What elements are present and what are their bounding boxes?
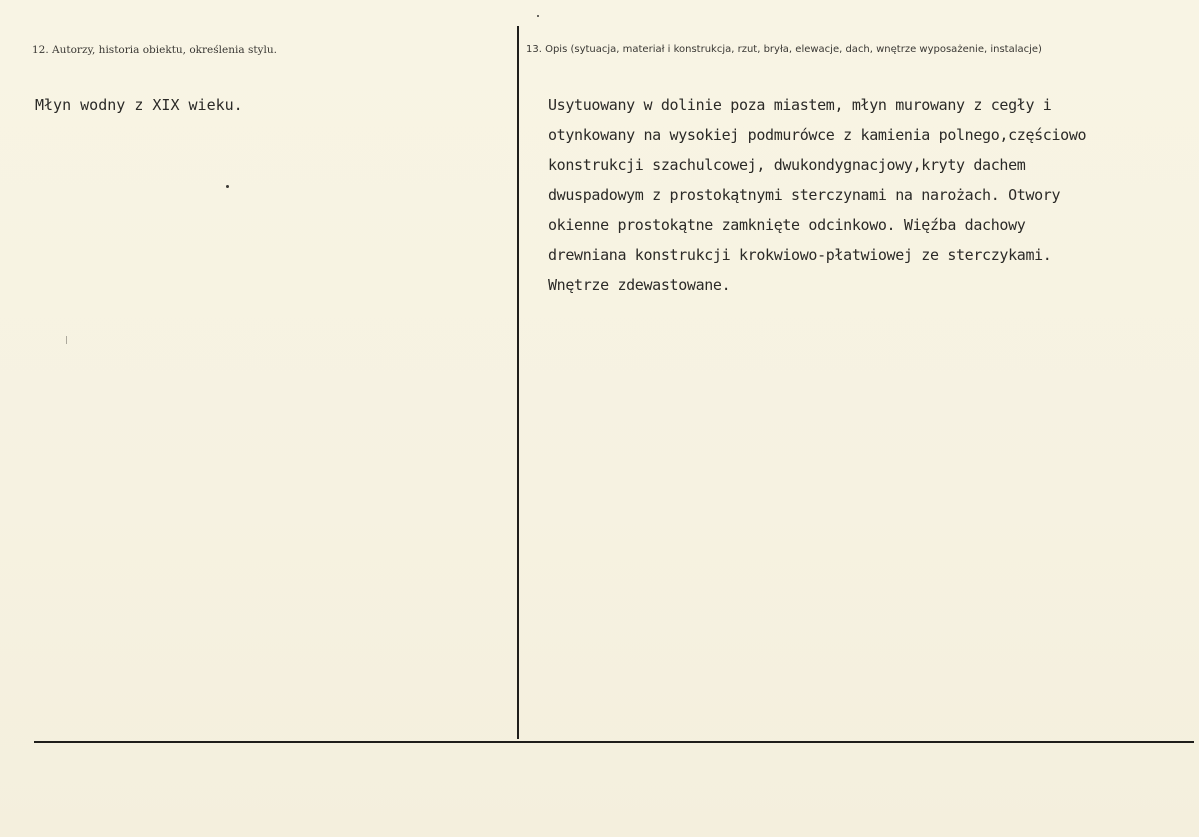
field-13-line: otynkowany na wysokiej podmurówce z kamienia polnego,częściowo <box>548 126 1087 144</box>
field-13-line: Wnętrze zdewastowane. <box>548 276 731 294</box>
field-13-line: Usytuowany w dolinie poza miastem, młyn murowany z cegły i <box>548 96 1052 114</box>
field-13-content <box>548 90 1086 300</box>
field-13-header: 13. Opis (sytuacja, materiał i konstrukcja, rzut, bryła, elewacje, dach, wnętrze wyposażenie, instalacje) <box>526 44 1042 55</box>
ink-speck <box>537 15 539 17</box>
field-12-content <box>35 90 243 120</box>
bottom-rule <box>34 741 1194 743</box>
field-13-line: konstrukcji szachulcowej, dwukondygnacjowy,kryty dachem <box>548 156 1026 174</box>
ink-speck <box>226 185 229 188</box>
field-13-line: drewniana konstrukcji krokwiowo-płatwiowej ze sterczykami. <box>548 246 1052 264</box>
field-12-line: Młyn wodny z XIX wieku. <box>35 96 243 114</box>
field-13-line: dwuspadowym z prostokątnymi sterczynami na narożach. Otwory <box>548 186 1061 204</box>
ink-speck <box>66 336 67 344</box>
field-13-line: okienne prostokątne zamknięte odcinkowo. Więźba dachowy <box>548 216 1026 234</box>
field-12-header: 12. Autorzy, historia obiektu, określenia stylu. <box>32 44 277 56</box>
column-divider <box>517 26 519 739</box>
